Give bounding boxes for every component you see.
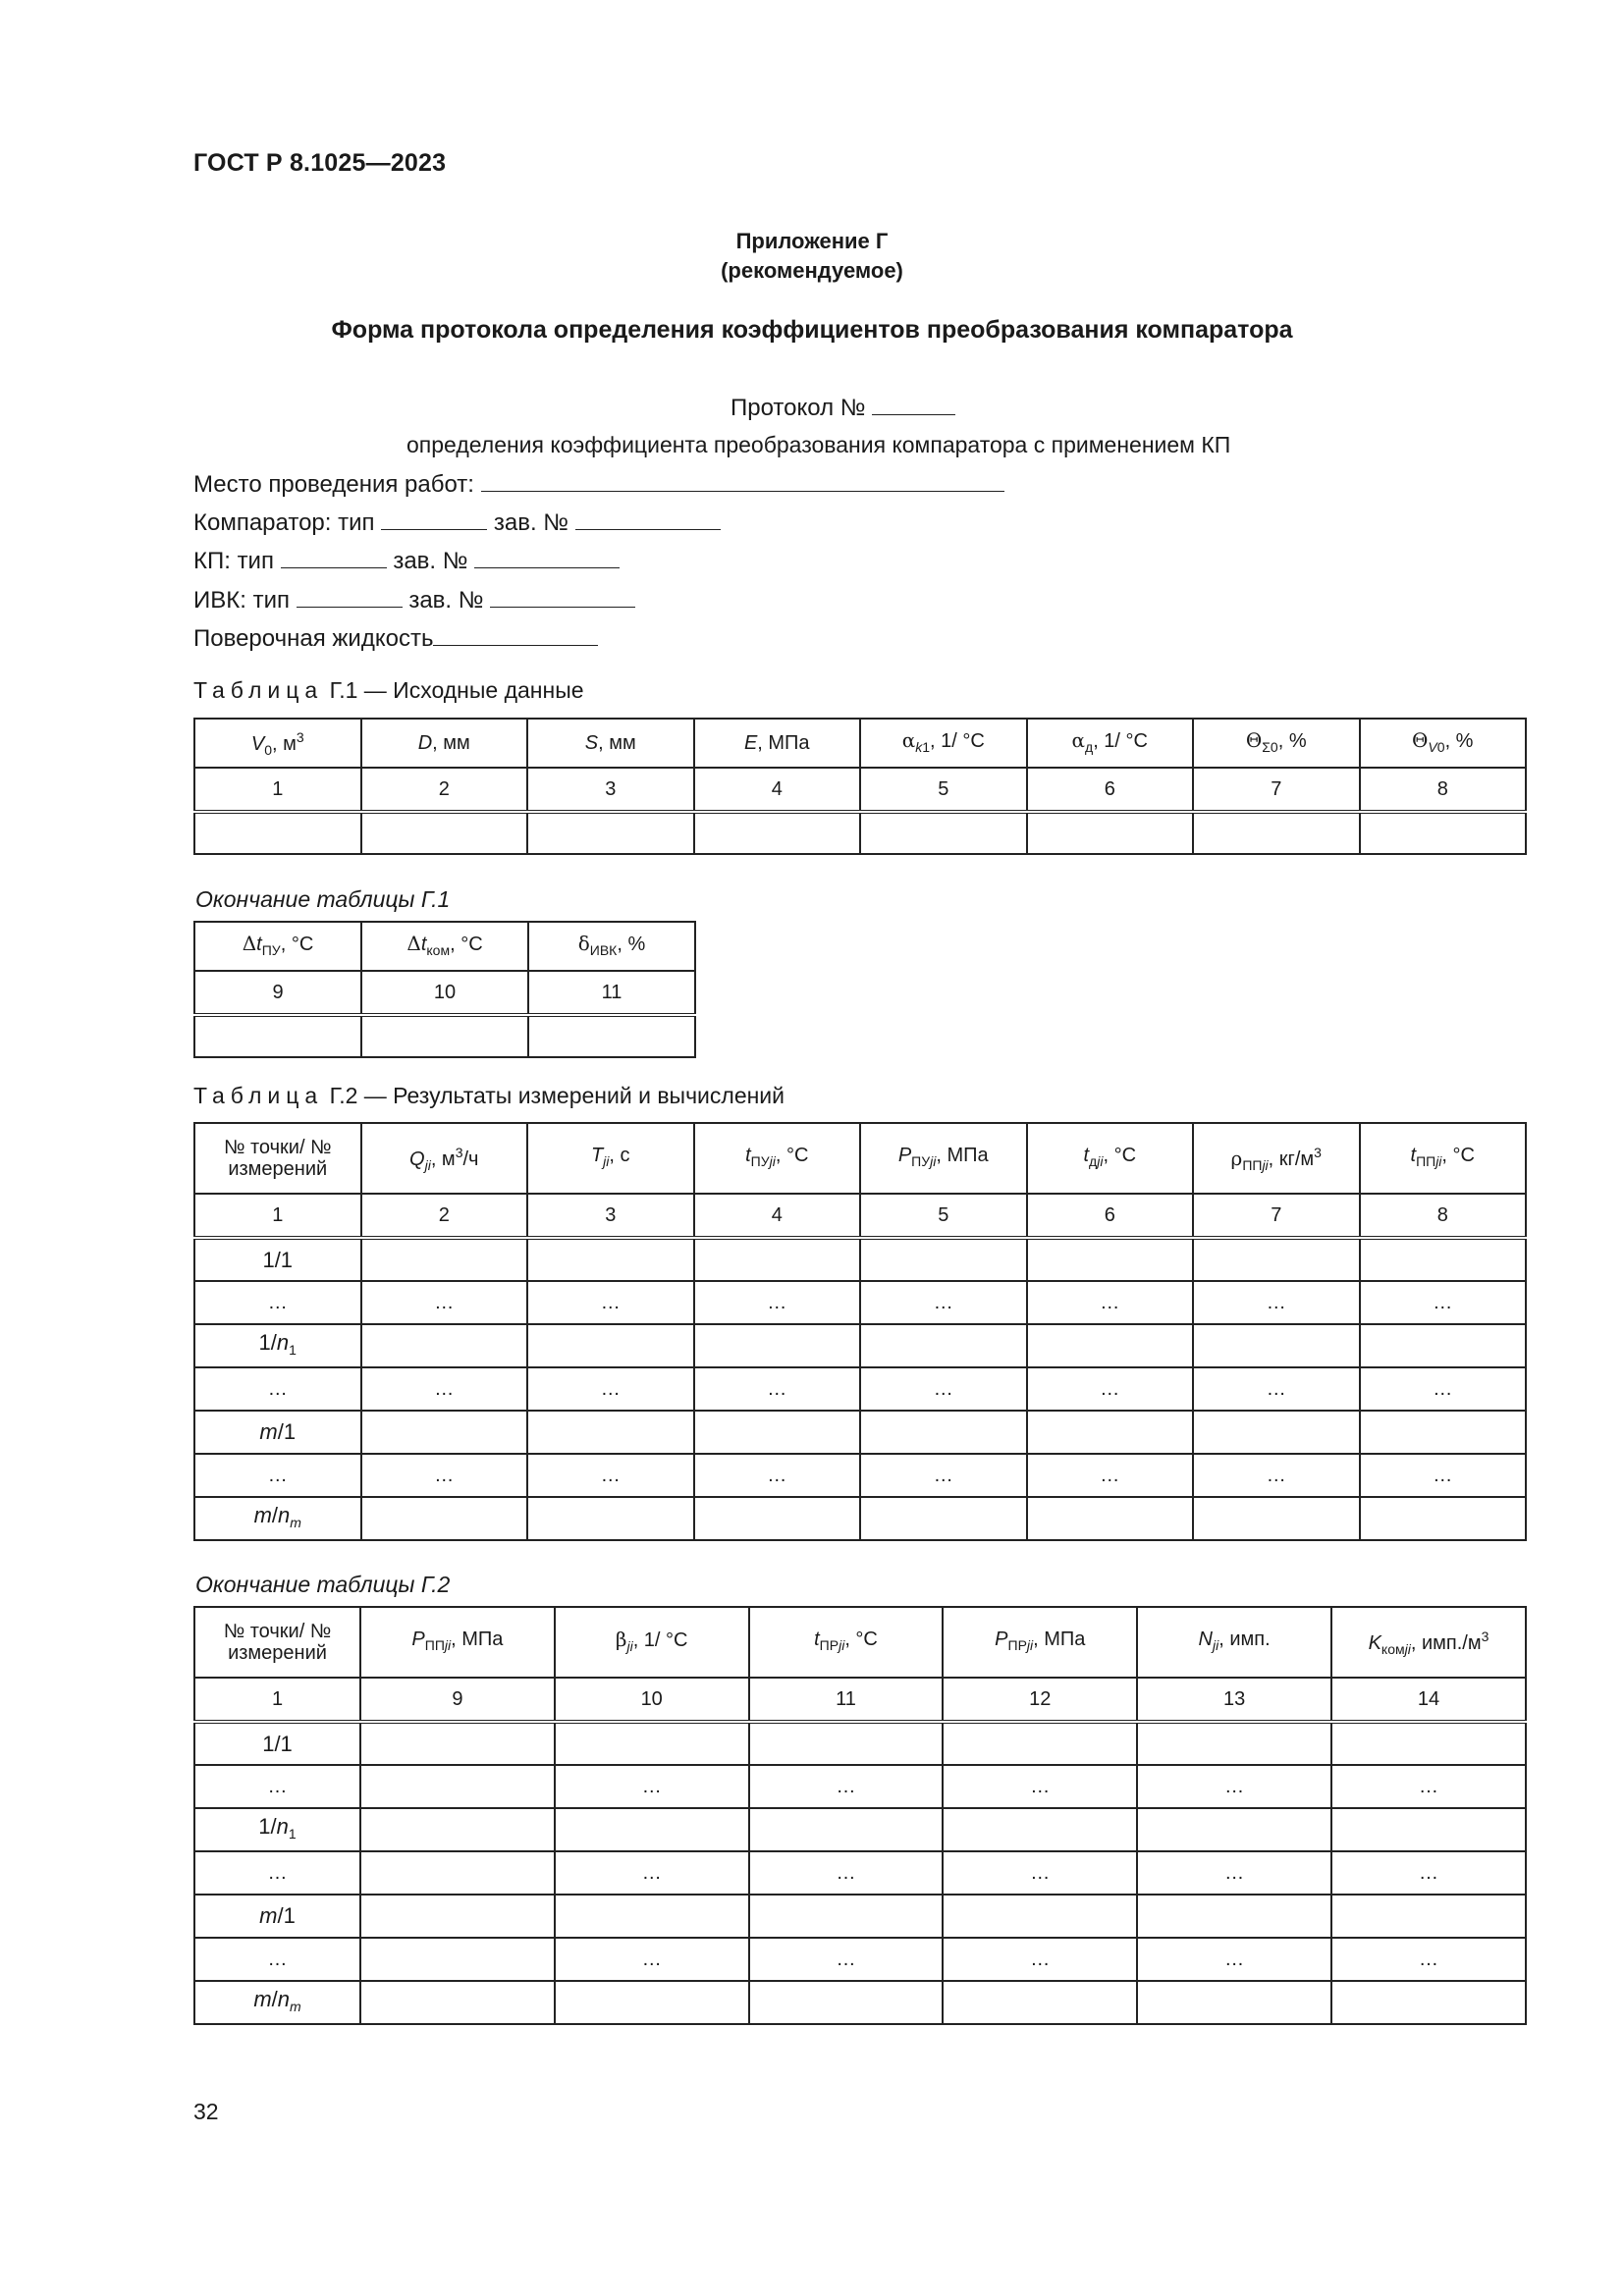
table-cell [1193, 1238, 1360, 1281]
t2-header-t-d: $t_{дji}$, °C [1027, 1123, 1194, 1194]
table-cell [360, 1851, 555, 1895]
ellipsis-cell: … [749, 1765, 944, 1808]
table-cell [694, 812, 861, 854]
table-row [194, 1454, 1526, 1497]
t2-header-point: № точки/ № измерений [194, 1123, 361, 1194]
table-cell [749, 1895, 944, 1938]
row-label: … [194, 1765, 360, 1808]
ellipsis-cell: … [361, 1454, 528, 1497]
table-row [194, 1808, 1526, 1851]
annex-heading [0, 227, 1624, 286]
t2-header-q: $Q_{ji}$, $м^3/ч$ [361, 1123, 528, 1194]
row-label: … [194, 1938, 360, 1981]
row-label-m-1: m/1 [194, 1895, 360, 1938]
table-cell [360, 1722, 555, 1765]
t2c-col-number: 9 [360, 1678, 555, 1722]
table-cell [694, 1238, 861, 1281]
table1 [193, 718, 1527, 855]
page-number: 32 [193, 2099, 219, 2124]
table-cell [943, 1722, 1137, 1765]
ellipsis-cell: … [1360, 1367, 1527, 1411]
document-code: ГОСТ Р 8.1025—2023 [193, 149, 447, 177]
table-row [194, 1938, 1526, 1981]
t1-col-number: 7 [1193, 768, 1360, 812]
t1-header-s: S, мм [527, 719, 694, 768]
t2c-header-beta: $\beta_{ji}$, 1/ °C [555, 1607, 749, 1678]
t1c-header-dt-kom: $\Delta t_{ком}$, °C [361, 922, 528, 971]
t1-col-number: 8 [1360, 768, 1527, 812]
t2c-col-number: 14 [1331, 1678, 1526, 1722]
ellipsis-cell: … [1027, 1367, 1194, 1411]
table-cell [943, 1981, 1137, 2024]
ellipsis-cell: … [1331, 1765, 1526, 1808]
t2c-col-number: 11 [749, 1678, 944, 1722]
ellipsis-cell: … [1137, 1765, 1331, 1808]
table-cell [1193, 1411, 1360, 1454]
table2-caption [193, 1083, 785, 1109]
ellipsis-cell: … [527, 1367, 694, 1411]
table-cell [361, 812, 528, 854]
table-cell [555, 1895, 749, 1938]
table-cell [694, 1497, 861, 1540]
t2-col-number: 2 [361, 1194, 528, 1238]
table-cell [1193, 1324, 1360, 1367]
table-cell [527, 1411, 694, 1454]
table1-number-row [194, 768, 1526, 812]
table-cell [943, 1895, 1137, 1938]
table-row [194, 1765, 1526, 1808]
t2-col-number: 6 [1027, 1194, 1194, 1238]
t1-col-number: 5 [860, 768, 1027, 812]
ellipsis-cell: … [1193, 1367, 1360, 1411]
table-cell [360, 1808, 555, 1851]
table-row [194, 1497, 1526, 1540]
t2-header-p-pu: $P_{ПУji}$, МПа [860, 1123, 1027, 1194]
ivk-serial-label: зав. № [408, 587, 484, 614]
table-cell [527, 1238, 694, 1281]
table-cell [1027, 1497, 1194, 1540]
ellipsis-cell: … [943, 1851, 1137, 1895]
table-cell [1331, 1895, 1526, 1938]
table-cell [527, 1497, 694, 1540]
row-label-m-nm: $m/n_m$ [194, 1981, 360, 2024]
row-label: … [194, 1454, 361, 1497]
table-cell [860, 1238, 1027, 1281]
ivk-serial-blank [490, 585, 635, 608]
ellipsis-cell: … [749, 1851, 944, 1895]
row-label: … [194, 1851, 360, 1895]
table-row [194, 1411, 1526, 1454]
table-row [194, 1851, 1526, 1895]
table-cell [194, 1015, 361, 1057]
t2-header-t-pp: $t_{ППji}$, °C [1360, 1123, 1527, 1194]
table-cell [555, 1722, 749, 1765]
table-cell [527, 1324, 694, 1367]
table1-cont-header-row [194, 922, 695, 971]
table-cell [528, 1015, 695, 1057]
table2-caption-word: Таблица [193, 1083, 324, 1108]
t2-col-number: 3 [527, 1194, 694, 1238]
ellipsis-cell: … [361, 1281, 528, 1324]
row-label: 1/1 [194, 1238, 361, 1281]
table-cell [555, 1808, 749, 1851]
annex-status: (рекомендуемое) [721, 258, 903, 283]
table-row [194, 1722, 1526, 1765]
t2c-header-k-kom: $K_{комji}$, $имп./м^3$ [1331, 1607, 1526, 1678]
form-title: Форма протокола определения коэффициентов преобразования компаратора [331, 316, 1293, 344]
table-cell [361, 1015, 528, 1057]
table1-continuation [193, 921, 696, 1058]
t2-col-number: 4 [694, 1194, 861, 1238]
table-cell [1331, 1981, 1526, 2024]
table1-caption-word: Таблица [193, 677, 324, 703]
t1-header-e: E, МПа [694, 719, 861, 768]
ellipsis-cell: … [694, 1281, 861, 1324]
table-cell [1137, 1981, 1331, 2024]
t1-header-alpha-d: $\alpha_д$, 1/ °C [1027, 719, 1194, 768]
fluid-line [193, 623, 598, 653]
t2-col-number: 5 [860, 1194, 1027, 1238]
table1-caption-text: Г.1 — Исходные данные [329, 677, 584, 703]
t1-col-number: 1 [194, 768, 361, 812]
t2c-header-point: № точки/ № измерений [194, 1607, 360, 1678]
ellipsis-cell: … [1137, 1938, 1331, 1981]
table-cell [860, 1324, 1027, 1367]
protocol-title: Протокол № [731, 395, 866, 421]
ellipsis-cell: … [1027, 1281, 1194, 1324]
t1-col-number: 6 [1027, 768, 1194, 812]
table-row [194, 1367, 1526, 1411]
table-cell [361, 1324, 528, 1367]
fluid-blank [433, 623, 598, 646]
t2-col-number: 7 [1193, 1194, 1360, 1238]
ellipsis-cell: … [1331, 1851, 1526, 1895]
table-cell [1137, 1722, 1331, 1765]
row-label-1-n1: $1/n_1$ [194, 1324, 361, 1367]
table-cell [749, 1808, 944, 1851]
t1c-col-number: 9 [194, 971, 361, 1015]
t2-col-number: 8 [1360, 1194, 1527, 1238]
t2-col-number: 1 [194, 1194, 361, 1238]
table2-cont-number-row [194, 1678, 1526, 1722]
table-cell [1360, 1411, 1527, 1454]
row-label: … [194, 1367, 361, 1411]
protocol-number-blank [872, 393, 955, 415]
table1-cont-empty-row [194, 1015, 695, 1057]
table-cell [1360, 1238, 1527, 1281]
t2c-header-n: $N_{ji}$, имп. [1137, 1607, 1331, 1678]
table-cell [1027, 1324, 1194, 1367]
table-row [194, 1324, 1526, 1367]
table-cell [1027, 1238, 1194, 1281]
table2-header-row [194, 1123, 1526, 1194]
t1-header-v0: $V_0$, $м^3$ [194, 719, 361, 768]
ellipsis-cell: … [749, 1938, 944, 1981]
t1-header-alpha-k1: $\alpha_{k1}$, 1/ °C [860, 719, 1027, 768]
table-cell [749, 1981, 944, 2024]
table-cell [1027, 812, 1194, 854]
table-cell [749, 1722, 944, 1765]
kp-type-blank [281, 546, 387, 568]
t1-col-number: 3 [527, 768, 694, 812]
ivk-type-blank [297, 585, 403, 608]
place-line [193, 469, 1004, 499]
ellipsis-cell: … [555, 1851, 749, 1895]
table2-number-row [194, 1194, 1526, 1238]
ellipsis-cell: … [860, 1454, 1027, 1497]
table-cell [361, 1238, 528, 1281]
table1-cont-number-row [194, 971, 695, 1015]
t1-header-theta-v0: $\Theta_{V0}$, % [1360, 719, 1527, 768]
table-cell [1331, 1722, 1526, 1765]
table-cell [694, 1324, 861, 1367]
t2c-col-number: 10 [555, 1678, 749, 1722]
protocol-subtitle: определения коэффициента преобразования компаратора с применением КП [406, 432, 1231, 457]
table-cell [1137, 1895, 1331, 1938]
ellipsis-cell: … [555, 1765, 749, 1808]
place-blank [481, 469, 1004, 492]
kp-line [193, 546, 620, 575]
table2-continuation-caption: Окончание таблицы Г.2 [195, 1572, 451, 1597]
ellipsis-cell: … [860, 1367, 1027, 1411]
table-row [194, 1981, 1526, 2024]
table1-continuation-caption: Окончание таблицы Г.1 [195, 886, 451, 912]
ellipsis-cell: … [555, 1938, 749, 1981]
table1-empty-row [194, 812, 1526, 854]
t2c-col-number: 1 [194, 1678, 360, 1722]
comparator-serial-label: зав. № [493, 509, 569, 536]
table-cell [860, 812, 1027, 854]
t1-col-number: 2 [361, 768, 528, 812]
table-cell [361, 1497, 528, 1540]
table-cell [860, 1411, 1027, 1454]
ellipsis-cell: … [1027, 1454, 1194, 1497]
comparator-type-label: Компаратор: тип [193, 509, 375, 536]
t1c-col-number: 10 [361, 971, 528, 1015]
table-cell [555, 1981, 749, 2024]
ellipsis-cell: … [1360, 1281, 1527, 1324]
kp-serial-label: зав. № [393, 548, 468, 574]
ellipsis-cell: … [1137, 1851, 1331, 1895]
row-label: … [194, 1281, 361, 1324]
ellipsis-cell: … [694, 1367, 861, 1411]
ellipsis-cell: … [1331, 1938, 1526, 1981]
t1-col-number: 4 [694, 768, 861, 812]
ellipsis-cell: … [860, 1281, 1027, 1324]
table-cell [1360, 1324, 1527, 1367]
table-cell [1193, 1497, 1360, 1540]
t1c-col-number: 11 [528, 971, 695, 1015]
t1c-header-delta-ivk: $\delta_{ИВК}$, % [528, 922, 695, 971]
row-label-1-n1: $1/n_1$ [194, 1808, 360, 1851]
table-cell [194, 812, 361, 854]
t2-header-rho-pp: $\rho_{ППji}$, $кг/м^3$ [1193, 1123, 1360, 1194]
table-cell [1331, 1808, 1526, 1851]
ellipsis-cell: … [1193, 1281, 1360, 1324]
ellipsis-cell: … [943, 1938, 1137, 1981]
t2c-header-t-pr: $t_{ПРji}$, °C [749, 1607, 944, 1678]
ellipsis-cell: … [943, 1765, 1137, 1808]
annex-title: Приложение Г [735, 229, 889, 253]
table1-header-row [194, 719, 1526, 768]
kp-serial-blank [474, 546, 620, 568]
comparator-type-blank [381, 507, 487, 530]
table-cell [1137, 1808, 1331, 1851]
t2c-col-number: 13 [1137, 1678, 1331, 1722]
ivk-type-label: ИВК: тип [193, 587, 290, 614]
table1-caption [193, 677, 584, 704]
table-cell [527, 812, 694, 854]
t2-header-t: $T_{ji}$, с [527, 1123, 694, 1194]
table-cell [694, 1411, 861, 1454]
place-label: Место проведения работ: [193, 471, 474, 498]
t2c-header-p-pr: $P_{ПРji}$, МПа [943, 1607, 1137, 1678]
comparator-line [193, 507, 721, 537]
ellipsis-cell: … [361, 1367, 528, 1411]
table-cell [1360, 812, 1527, 854]
ellipsis-cell: … [1193, 1454, 1360, 1497]
fluid-label: Поверочная жидкость [193, 625, 434, 652]
ivk-line [193, 585, 635, 614]
table-cell [1027, 1411, 1194, 1454]
kp-type-label: КП: тип [193, 548, 274, 574]
comparator-serial-blank [575, 507, 721, 530]
protocol-title-line [731, 393, 955, 422]
t1c-header-dt-pu: $\Delta t_{ПУ}$, °C [194, 922, 361, 971]
t1-header-theta-sigma0: $\Theta_{\Sigma 0}$, % [1193, 719, 1360, 768]
ellipsis-cell: … [527, 1454, 694, 1497]
table2-caption-text: Г.2 — Результаты измерений и вычислений [329, 1083, 785, 1108]
ellipsis-cell: … [1360, 1454, 1527, 1497]
table-cell [1360, 1497, 1527, 1540]
ellipsis-cell: … [527, 1281, 694, 1324]
table2-continuation [193, 1606, 1527, 2025]
row-label-m-1: m/1 [194, 1411, 361, 1454]
table-cell [360, 1765, 555, 1808]
table-cell [360, 1981, 555, 2024]
table-row [194, 1238, 1526, 1281]
table-row [194, 1281, 1526, 1324]
table-cell [860, 1497, 1027, 1540]
row-label-m-nm: $m/n_m$ [194, 1497, 361, 1540]
row-label: 1/1 [194, 1722, 360, 1765]
t2c-col-number: 12 [943, 1678, 1137, 1722]
table-cell [360, 1895, 555, 1938]
t2c-header-p-pp: $P_{ППji}$, МПа [360, 1607, 555, 1678]
ellipsis-cell: … [694, 1454, 861, 1497]
table2-cont-header-row [194, 1607, 1526, 1678]
table-cell [360, 1938, 555, 1981]
table-row [194, 1895, 1526, 1938]
table-cell [1193, 812, 1360, 854]
t1-header-d: D, мм [361, 719, 528, 768]
table-cell [361, 1411, 528, 1454]
table2 [193, 1122, 1527, 1541]
table-cell [943, 1808, 1137, 1851]
t2-header-t-pu: $t_{ПУji}$, °C [694, 1123, 861, 1194]
